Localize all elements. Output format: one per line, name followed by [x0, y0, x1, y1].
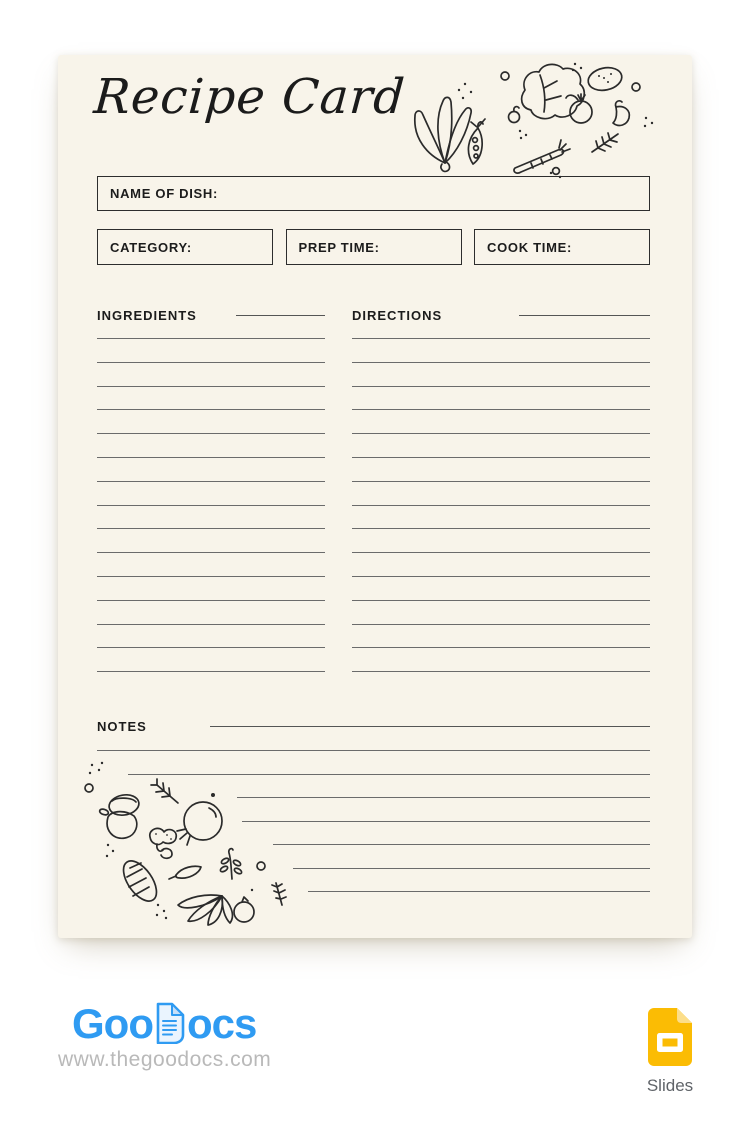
carrot-icon — [514, 140, 570, 173]
sprinkle-dots — [458, 63, 653, 178]
header-rule — [210, 726, 650, 727]
blank-line — [352, 386, 650, 387]
blank-line — [352, 409, 650, 410]
directions-label: DIRECTIONS — [352, 307, 443, 323]
blank-line — [352, 624, 650, 625]
blank-line — [97, 386, 325, 387]
ingredients-lines — [97, 338, 325, 695]
directions-header — [352, 307, 650, 323]
leaf-icon — [169, 866, 201, 879]
prep-time-label: PREP TIME: — [298, 239, 380, 255]
top-right-doodles — [393, 60, 665, 182]
blank-line — [97, 481, 325, 482]
blank-line — [352, 600, 650, 601]
ingredients-label: INGREDIENTS — [97, 307, 197, 323]
pea-pod-icon — [468, 119, 485, 164]
header-rule — [519, 315, 650, 316]
category-field — [97, 229, 273, 265]
logo-text-goo: Goo — [72, 1000, 153, 1047]
blank-line — [97, 576, 325, 577]
blank-line — [97, 624, 325, 625]
arrow-sprig-icon — [151, 779, 178, 803]
prep-time-field — [286, 229, 462, 265]
blank-line — [97, 505, 325, 506]
blank-line — [97, 552, 325, 553]
notes-label: NOTES — [97, 718, 147, 734]
tomato-icon — [566, 94, 592, 123]
blank-line — [352, 647, 650, 648]
category-label: CATEGORY: — [110, 239, 192, 255]
blank-line — [352, 481, 650, 482]
document-d-icon — [155, 1002, 186, 1044]
goodocs-logo[interactable] — [72, 1000, 256, 1048]
herb-sprig-icon — [592, 133, 618, 152]
cook-time-label: COOK TIME: — [487, 239, 572, 255]
blank-line — [97, 528, 325, 529]
slides-label: Slides — [646, 1076, 694, 1095]
name-of-dish-label: NAME OF DISH: — [110, 186, 219, 201]
dill-sprig-icon — [272, 883, 286, 905]
ingredients-header — [97, 307, 325, 323]
bottom-left-doodles — [72, 755, 312, 935]
website-url[interactable]: www.thegoodocs.com — [58, 1048, 272, 1071]
google-slides-icon — [648, 1008, 692, 1066]
cooking-pots-icon — [99, 793, 141, 839]
bread-loaf-icon — [117, 855, 163, 906]
directions-lines — [352, 338, 650, 695]
apple-icon — [177, 793, 222, 845]
cabbage-icon — [522, 64, 585, 118]
blank-line — [352, 457, 650, 458]
radish-leaves-icon — [178, 895, 232, 925]
recipe-card — [58, 55, 692, 938]
cherry-icon — [509, 107, 520, 123]
recipe-card-title: Recipe Card — [92, 69, 408, 125]
blank-line — [352, 362, 650, 363]
logo-text-ocs: ocs — [186, 1000, 257, 1047]
header-rule — [236, 315, 325, 316]
herb-stem-icon — [219, 849, 242, 879]
blank-line — [293, 868, 650, 869]
potato-icon — [586, 65, 624, 94]
blank-line — [352, 576, 650, 577]
blank-line — [97, 600, 325, 601]
name-of-dish-field — [97, 176, 650, 211]
blank-line — [97, 362, 325, 363]
blank-line — [273, 844, 650, 845]
blank-line — [352, 338, 650, 339]
meta-fields-row — [97, 229, 650, 265]
blank-line — [352, 552, 650, 553]
blank-line — [308, 891, 650, 892]
slides-badge[interactable] — [630, 1008, 710, 1096]
blank-line — [352, 528, 650, 529]
mushrooms-icon — [150, 828, 176, 858]
blank-line — [352, 505, 650, 506]
blank-line — [97, 338, 325, 339]
chili-pepper-icon — [613, 101, 629, 126]
blank-line — [97, 647, 325, 648]
blank-line — [97, 409, 325, 410]
blank-line — [97, 433, 325, 434]
cherry-icon — [234, 897, 254, 922]
notes-header — [97, 718, 650, 734]
blank-line — [352, 433, 650, 434]
lettuce-icon — [415, 97, 471, 171]
blank-line — [97, 457, 325, 458]
cook-time-field — [474, 229, 650, 265]
blank-line — [97, 671, 325, 672]
blank-line — [97, 750, 650, 751]
blank-line — [352, 671, 650, 672]
